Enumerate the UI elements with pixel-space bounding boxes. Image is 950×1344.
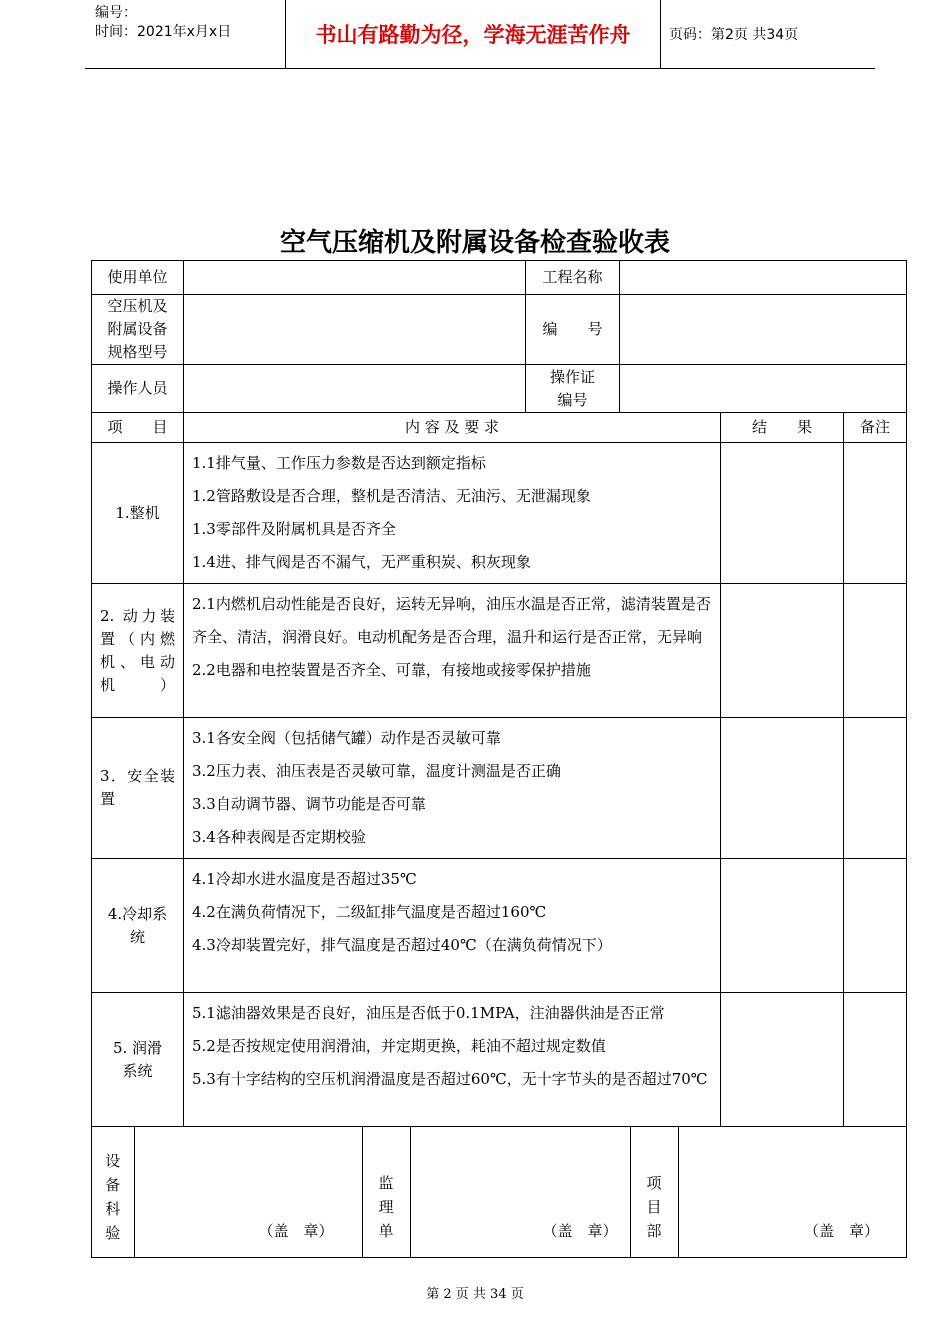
dept-equipment-label	[92, 1127, 134, 1257]
signoff-row	[92, 1127, 907, 1258]
signoff-table	[92, 1127, 907, 1257]
dept-equipment-char: 验	[105, 1224, 121, 1242]
seal-project: （盖 章）	[803, 1222, 879, 1240]
label-cert	[526, 365, 620, 413]
seal-equipment: （盖 章）	[134, 1127, 362, 1257]
note-cell	[844, 584, 907, 718]
section-name: 2. 动力装置（内燃机、电动机）	[92, 584, 184, 718]
dept-supervision-char: 单	[378, 1222, 394, 1240]
field-operator	[184, 365, 526, 413]
dept-supervision-char: 监	[378, 1174, 394, 1192]
row-model	[92, 295, 907, 365]
label-model	[92, 295, 184, 365]
note-cell	[844, 443, 907, 584]
col-note: 备注	[844, 413, 907, 443]
note-cell	[844, 993, 907, 1127]
requirement-line: 3.1各安全阀（包括储气罐）动作是否灵敏可靠	[192, 729, 501, 747]
field-cert	[620, 365, 907, 413]
dept-equipment-char: 设	[105, 1152, 121, 1170]
requirement-line: 4.1冷却水进水温度是否超过35℃	[192, 870, 417, 888]
result-cell	[721, 859, 844, 993]
header-motto: 书山有路勤为径，学海无涯苦作舟	[285, 0, 661, 68]
signoff-cell	[92, 1127, 907, 1258]
page-header	[85, 0, 875, 69]
inspection-table	[91, 260, 907, 1258]
col-item: 项 目	[92, 413, 184, 443]
label-cert-line1: 操作证	[549, 367, 595, 386]
label-model-line3: 规格型号	[107, 343, 168, 361]
header-left	[95, 4, 231, 42]
section-name: 1.整机	[92, 443, 184, 584]
page-title: 空气压缩机及附属设备检查验收表	[279, 228, 670, 258]
result-cell	[721, 993, 844, 1127]
section-content	[184, 443, 721, 584]
requirement-line: 4.3冷却装置完好，排气温度是否超过40℃（在满负荷情况下）	[192, 936, 612, 954]
requirement-line: 2.1内燃机启动性能是否良好，运转无异响，油压水温是否正常，滤清装置是否齐全、清洁，润滑良好。电动机配务是否合理，温升和运行是否正常，无异响	[192, 595, 711, 646]
section-content	[184, 993, 721, 1127]
section-content	[184, 859, 721, 993]
section-name: 3．安全装置	[92, 718, 184, 859]
section-row	[92, 859, 907, 993]
note-cell	[844, 718, 907, 859]
col-content: 内 容 及 要 求	[184, 413, 721, 443]
requirement-line: 1.1排气量、工作压力参数是否达到额定指标	[192, 454, 486, 472]
section-name: 4.冷却系统	[92, 859, 184, 993]
label-project-name: 工程名称	[526, 261, 620, 295]
label-operator: 操作人员	[92, 365, 184, 413]
label-number: 编 号	[526, 295, 620, 365]
col-result: 结 果	[721, 413, 844, 443]
label-model-line1: 空压机及	[107, 297, 168, 315]
note-cell	[844, 859, 907, 993]
seal-supervision: （盖 章）	[410, 1127, 630, 1257]
label-model-line2: 附属设备	[107, 320, 168, 338]
section-row	[92, 443, 907, 584]
dept-project-label	[630, 1127, 678, 1257]
requirement-line: 1.3零部件及附属机具是否齐全	[192, 520, 396, 538]
section-content	[184, 718, 721, 859]
label-user-unit: 使用单位	[92, 261, 184, 295]
section-row	[92, 993, 907, 1127]
row-user-unit	[92, 261, 907, 295]
requirement-line: 2.2电器和电控装置是否齐全、可靠，有接地或接零保护措施	[192, 661, 591, 679]
requirement-line: 3.2压力表、油压表是否灵敏可靠，温度计测温是否正确	[192, 762, 561, 780]
result-cell	[721, 584, 844, 718]
field-model	[184, 295, 526, 365]
field-project-name	[620, 261, 907, 295]
requirement-line: 1.2管路敷设是否合理，整机是否清洁、无油污、无泄漏现象	[192, 487, 591, 505]
field-number	[620, 295, 907, 365]
dept-equipment-char: 科	[105, 1200, 121, 1218]
dept-project-char: 目	[646, 1198, 662, 1216]
doc-time-label: 时间：2021年x月x日	[95, 24, 232, 40]
result-cell	[721, 443, 844, 584]
row-operator	[92, 365, 907, 413]
requirement-line: 1.4进、排气阀是否不漏气，无严重积炭、积灰现象	[192, 553, 531, 571]
label-cert-line2: 编号	[557, 390, 588, 409]
section-row	[92, 584, 907, 718]
requirement-line: 4.2在满负荷情况下，二级缸排气温度是否超过160℃	[192, 903, 547, 921]
dept-project-char: 部	[646, 1222, 662, 1240]
requirement-line: 5.2是否按规定使用润滑油，并定期更换，耗油不超过规定数值	[192, 1037, 606, 1055]
result-cell	[721, 718, 844, 859]
requirement-line: 5.1滤油器效果是否良好，油压是否低于0.1MPA，注油器供油是否正常	[192, 1004, 665, 1022]
field-user-unit	[184, 261, 526, 295]
column-header-row	[92, 413, 907, 443]
section-name: 5. 润滑系统	[92, 993, 184, 1127]
page-footer: 第 2 页 共 34 页	[426, 1287, 524, 1302]
requirement-line: 3.3自动调节器、调节功能是否可靠	[192, 795, 426, 813]
section-row	[92, 718, 907, 859]
dept-project-char: 项	[646, 1174, 662, 1192]
dept-supervision-label	[362, 1127, 410, 1257]
dept-supervision-char: 理	[378, 1198, 394, 1216]
header-page-label: 页码：第2页 共34页	[669, 27, 799, 43]
section-content	[184, 584, 721, 718]
dept-equipment-char: 备	[105, 1176, 121, 1194]
requirement-line: 5.3有十字结构的空压机润滑温度是否超过60℃，无十字节头的是否超过70℃	[192, 1070, 708, 1088]
requirement-line: 3.4各种表阀是否定期校验	[192, 828, 366, 846]
doc-number-label: 编号：	[95, 5, 137, 21]
